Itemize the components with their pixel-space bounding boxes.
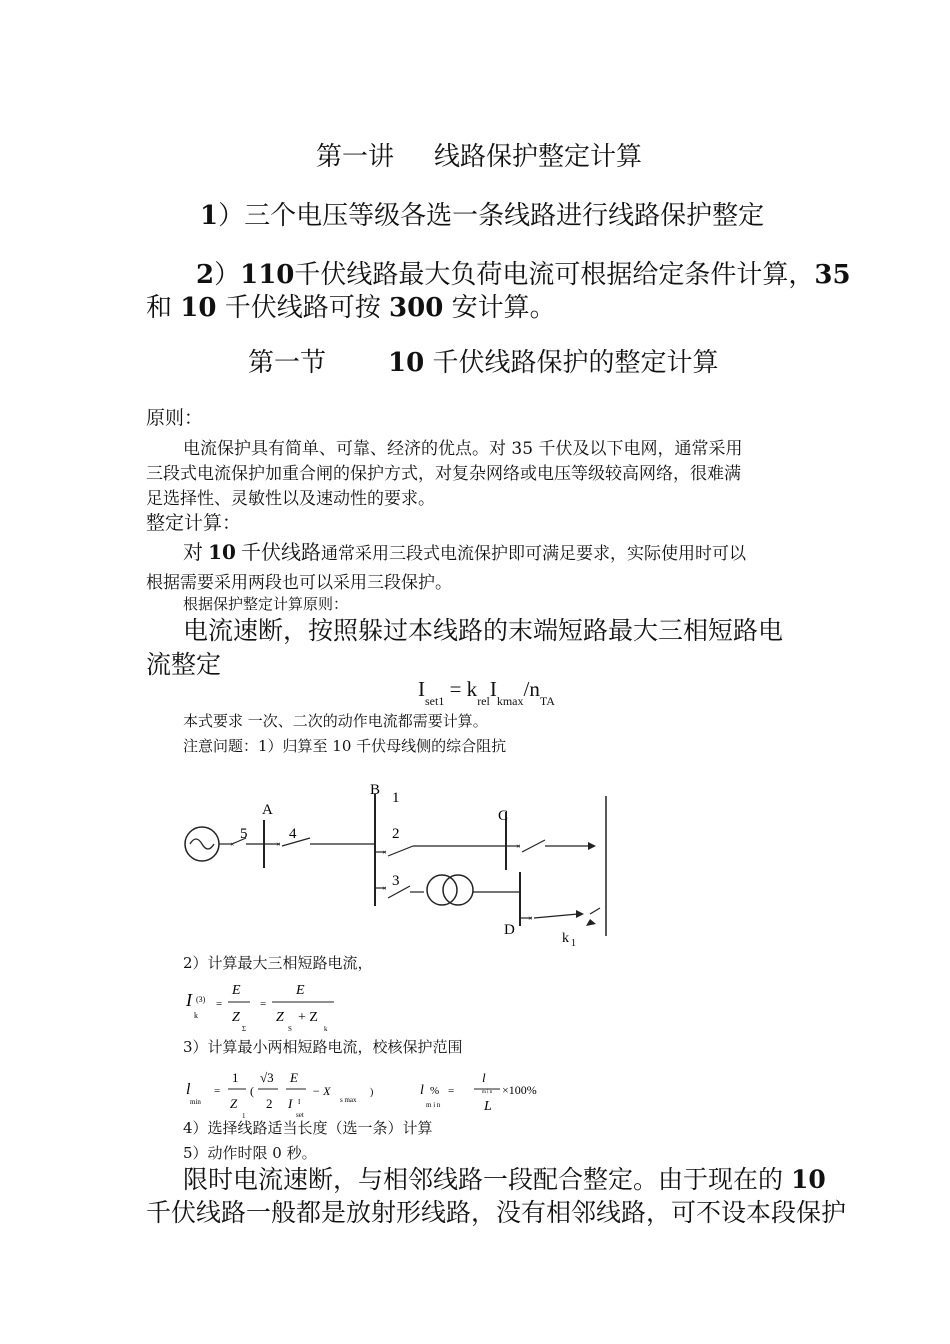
item-2-text1: 千伏线路最大负荷电流可根据给定条件计算， [294, 260, 815, 290]
section-part1: 第一节 [248, 348, 327, 378]
item-1 [200, 195, 764, 232]
limited-line1-text: 限时电流速断，与相邻线路一段配合整定。由于现在的 [183, 1165, 784, 1194]
item-2-line1 [196, 254, 851, 291]
f2-Zsum: Z [232, 1010, 240, 1025]
note-2: 注意问题：1）归算至 10 千伏母线侧的综合阻抗 [183, 737, 507, 755]
f3-min: min [190, 1098, 201, 1106]
f3-two: 2 [266, 1096, 273, 1111]
svg-text:×: × [528, 914, 533, 923]
principle-line2: 三段式电流保护加重合闸的保护方式，对复杂网络或电压等级较高网络，很难满 [146, 464, 741, 484]
f1-set1: set1 [425, 694, 445, 708]
f3-L: L [484, 1099, 492, 1114]
step-2: 2）计算最大三相短路电流， [183, 954, 373, 972]
label-c: C [498, 808, 509, 824]
item-2-paren: ） [214, 260, 241, 290]
f2-sum: Σ [242, 1025, 247, 1033]
item-1-number: 1 [200, 201, 219, 231]
f1-I2: I [489, 677, 497, 701]
f2-eq1: = [216, 998, 223, 1010]
f3-minus: − X [312, 1084, 331, 1098]
breaker-c-icon [516, 840, 545, 852]
svg-text:×: × [276, 840, 281, 849]
item-2-10: 10 [180, 293, 217, 323]
item-2-110: 110 [240, 260, 295, 290]
item-2-text3: 安计算。 [451, 293, 556, 323]
f3-Iset: I [288, 1096, 293, 1111]
f2-eq2: = [260, 998, 267, 1010]
f2-k: k [194, 1011, 198, 1020]
f2-kk: k [324, 1025, 328, 1033]
f3-Z: Z [230, 1096, 238, 1111]
f3-iset-sub: I [298, 1098, 301, 1106]
section-part2: 千伏线路保护的整定计算 [432, 348, 719, 378]
f3-lminsub: m i n [482, 1090, 493, 1095]
section-heading [248, 342, 718, 379]
f3-eq2: = [448, 1085, 455, 1097]
label-a: A [262, 802, 273, 818]
f2-E2: E [296, 983, 305, 998]
svg-text:×: × [382, 848, 387, 857]
f2-I: I [186, 990, 192, 1010]
item-2-text2: 千伏线路可按 [224, 293, 381, 323]
calc-line1 [183, 536, 746, 565]
f3-pct: % [430, 1085, 440, 1097]
f3-sqrt3: √3 [260, 1070, 274, 1085]
calc-line1-num: 10 [208, 540, 236, 564]
f3-E: E [290, 1070, 298, 1085]
arrow-icon [588, 842, 596, 850]
svg-text:×: × [230, 840, 235, 849]
limited-line1-num: 10 [790, 1165, 826, 1194]
item-2-35: 35 [814, 260, 851, 290]
f3-l2: l [420, 1083, 424, 1098]
calc-line1-a: 对 [183, 540, 203, 564]
step-5: 5）动作时限 0 秒。 [183, 1144, 317, 1162]
label-d: D [504, 922, 515, 938]
item-2-number: 2 [196, 260, 215, 290]
calc-label: 整定计算： [146, 512, 242, 534]
f1-kmax: kmax [496, 694, 524, 708]
f2-sup: (3) [196, 995, 206, 1004]
generator-icon [185, 827, 219, 861]
label-2: 2 [392, 826, 400, 842]
f3-smax: s max [340, 1096, 357, 1104]
label-b: B [370, 782, 381, 798]
title-part2: 线路保护整定计算 [434, 142, 643, 172]
f3-lmin: l [482, 1070, 486, 1085]
page-title [316, 136, 642, 173]
transformer-icon [427, 875, 473, 905]
note-1: 本式要求 一次、二次的动作电流都需要计算。 [183, 712, 488, 730]
calc-line3: 根据保护整定计算原则： [183, 595, 349, 613]
limited-line2: 千伏线路一般都是放射形线路，没有相邻线路，可不设本段保护 [146, 1198, 847, 1227]
f3-times: ×100% [502, 1083, 537, 1097]
label-4: 4 [289, 826, 297, 842]
f1-I: I [418, 677, 425, 701]
item-2-300: 300 [389, 293, 444, 323]
formula-iset1 [418, 677, 555, 708]
f3-l: l [186, 1081, 191, 1098]
principle-line1: 电流保护具有简单、可靠、经济的优点。对 35 千伏及以下电网，通常采用 [183, 439, 743, 459]
item-1-text: ）三个电压等级各选一条线路进行线路保护整定 [218, 201, 765, 231]
label-k: k [562, 931, 569, 946]
formula-ik3 [180, 978, 360, 1034]
circuit-diagram [170, 776, 620, 951]
f1-div: /n [523, 677, 540, 701]
limited-line1 [183, 1160, 826, 1196]
item-2-and: 和 [146, 293, 173, 323]
f2-s: S [288, 1025, 292, 1033]
calc-line1-c: 通常采用三段式电流保护即可满足要求，实际使用时可以 [321, 544, 747, 564]
title-part1: 第一讲 [316, 142, 395, 172]
f1-rel: rel [477, 694, 490, 708]
breaker-2-icon [382, 846, 413, 857]
label-k-sub: 1 [571, 938, 576, 949]
f3-zsub: 1 [242, 1112, 246, 1120]
principle-label: 原则： [146, 407, 204, 429]
f1-eq: = k [444, 677, 478, 701]
f3-set: set [296, 1111, 304, 1119]
calc-line2: 根据需要采用两段也可以采用三段保护。 [146, 573, 452, 593]
label-5: 5 [240, 826, 248, 842]
section-number: 10 [388, 348, 425, 378]
principle-line3: 足选择性、灵敏性以及速动性的要求。 [146, 489, 435, 509]
instant-line1: 电流速断，按照躲过本线路的末端短路最大三相短路电 [183, 616, 784, 645]
f3-one: 1 [232, 1070, 239, 1085]
svg-text:×: × [516, 842, 521, 851]
step-3: 3）计算最小两相短路电流，校核保护范围 [183, 1038, 463, 1056]
f1-TA: TA [539, 694, 555, 708]
f3-min2: m i n [426, 1101, 441, 1109]
calc-line1-b: 千伏线路 [241, 540, 322, 564]
formula-lmin [180, 1064, 600, 1120]
step-4: 4）选择线路适当长度（选一条）计算 [183, 1119, 433, 1137]
f3-eq: = [214, 1085, 221, 1097]
f2-plus: + Z [298, 1010, 318, 1025]
label-3: 3 [392, 873, 400, 889]
f2-Zs: Z [276, 1010, 284, 1025]
f3-rparen: ) [370, 1087, 374, 1098]
svg-text:×: × [382, 884, 387, 893]
f2-E1: E [232, 983, 241, 998]
label-1: 1 [392, 790, 400, 806]
item-2-line2 [146, 287, 556, 324]
f3-lparen: ( [250, 1084, 254, 1098]
instant-line2: 流整定 [146, 650, 222, 679]
